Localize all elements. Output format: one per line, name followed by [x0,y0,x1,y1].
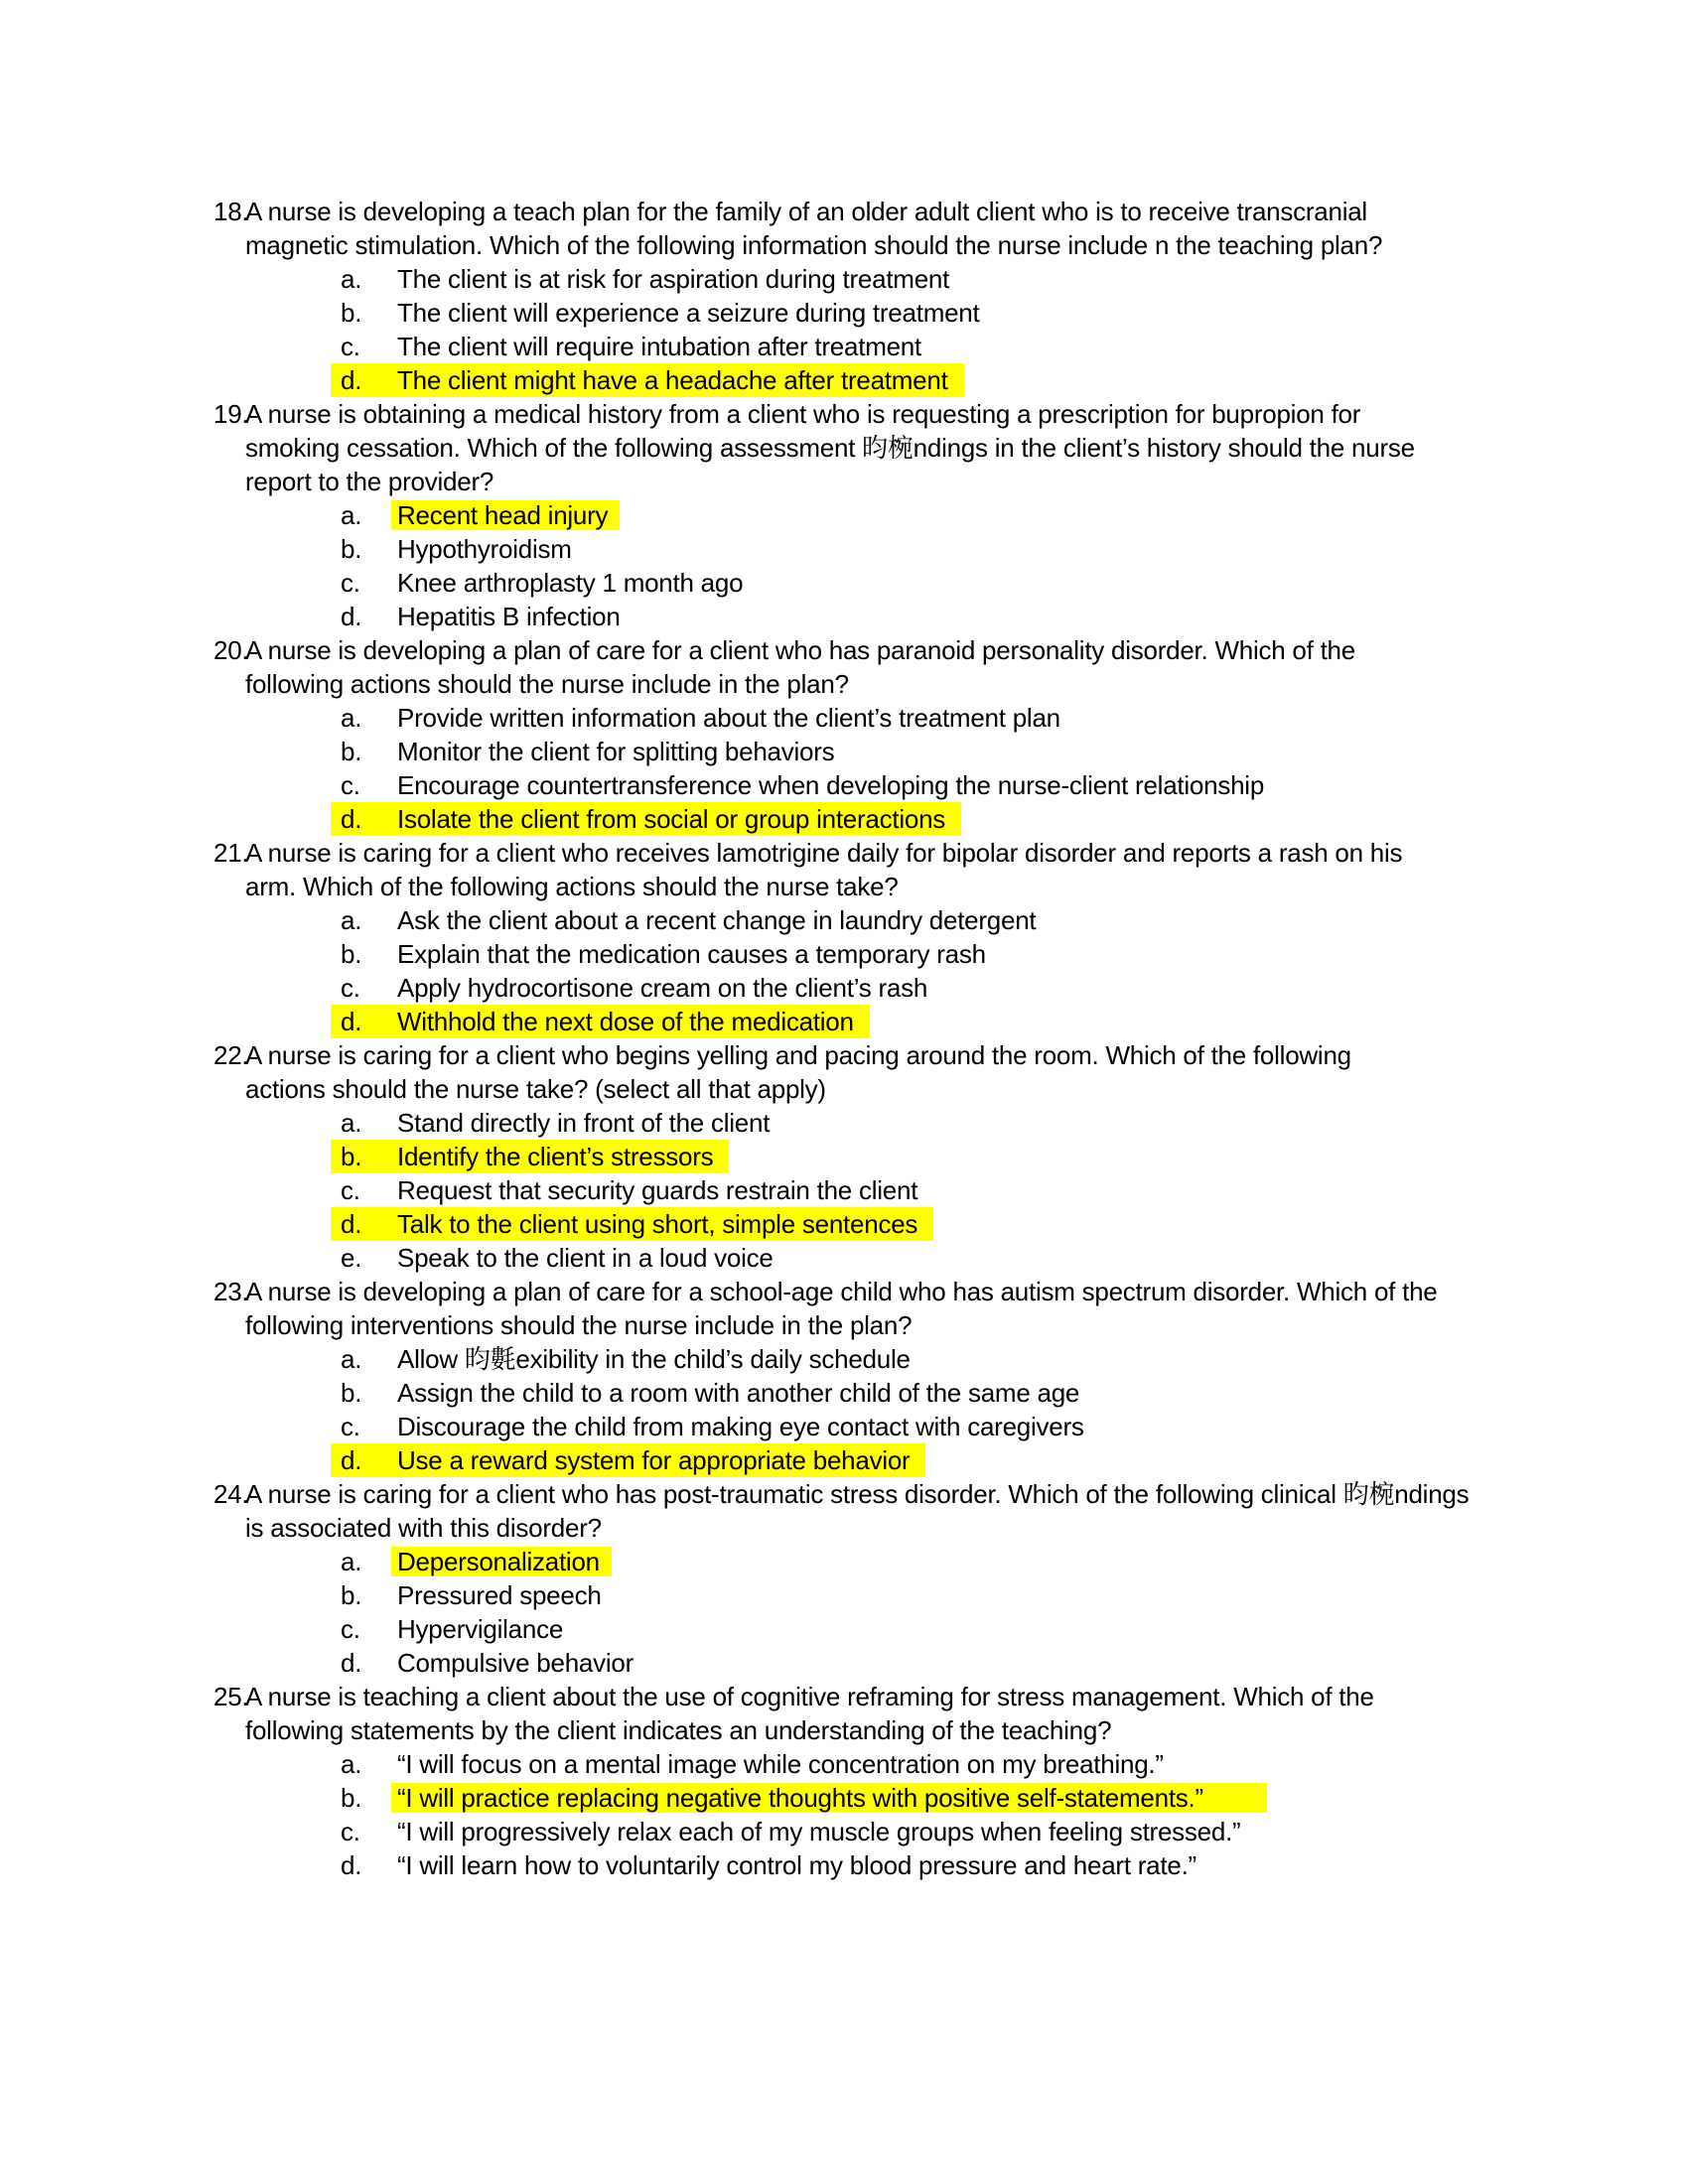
highlighted-answer [331,1005,870,1038]
option-letter: a. [341,703,362,733]
option-text: Hypothyroidism [397,534,572,564]
option-row [213,566,1604,600]
option-content [341,568,743,598]
option-letter: b. [341,1378,362,1408]
option-text: Depersonalization [391,1547,612,1576]
option-text: Pressured speech [397,1580,602,1610]
option-row [213,1241,1604,1275]
option-letter: d. [341,1850,362,1880]
option-text: “I will learn how to voluntarily control my blood pressure and heart rate.” [397,1850,1196,1880]
stem-text: report to the provider? [245,467,494,496]
highlighted-answer [341,1547,612,1576]
option-text: Identify the client’s stressors [397,1142,714,1171]
question-number: 21. [213,838,249,868]
option-letter: b. [341,939,362,969]
option-text: Isolate the client from social or group interactions [397,804,946,834]
highlighted-answer [341,1783,1267,1813]
question-21-stem-line [213,870,1604,903]
option-letter: d. [341,1648,362,1678]
option-row [213,903,1604,937]
option-row [213,1173,1604,1207]
option-content [341,939,986,969]
question-23-stem-line [213,1275,1604,1308]
option-letter: b. [341,1580,362,1610]
option-text: Recent head injury [391,500,620,530]
option-row [213,735,1604,768]
option-content [341,1412,1084,1441]
stem-text: A nurse is obtaining a medical history from a client who is requesting a prescription for bupropion for [245,399,1361,429]
option-row [213,1342,1604,1376]
option-letter: a. [341,1344,362,1374]
option-letter: d. [341,365,362,395]
stem-text: A nurse is developing a plan of care for a school-age child who has autism spectrum disorder. Which of the [245,1277,1438,1306]
option-letter: d. [341,602,362,631]
option-text: Monitor the client for splitting behaviors [397,737,835,766]
option-row [213,262,1604,296]
option-text: Use a reward system for appropriate behavior [397,1445,911,1475]
stem-text: A nurse is teaching a client about the use of cognitive reframing for stress management. Which of the [245,1682,1374,1711]
option-text: The client will require intubation after treatment [397,332,921,361]
option-text: Explain that the medication causes a temporary rash [397,939,986,969]
option-row [213,532,1604,566]
option-text: “I will practice replacing negative thoughts with positive self-statements.” [391,1783,1267,1813]
option-text: Hypervigilance [397,1614,564,1644]
question-number: 22. [213,1040,249,1070]
option-content [341,298,980,328]
option-text: Hepatitis B infection [397,602,621,631]
option-text: The client is at risk for aspiration during treatment [397,264,950,294]
option-row [213,1005,1604,1038]
question-18-stem-line [213,195,1604,228]
option-content [341,905,1036,935]
option-row [213,1747,1604,1781]
option-row [213,1848,1604,1882]
question-22-stem-line [213,1038,1604,1072]
option-row [213,1815,1604,1848]
option-content [341,1344,911,1374]
option-text: Discourage the child from making eye contact with caregivers [397,1412,1084,1441]
question-25-stem-line [213,1713,1604,1747]
option-text: Stand directly in front of the client [397,1108,771,1138]
stem-text: smoking cessation. Which of the following assessment 昀椀ndings in the client’s history should the nurse [245,433,1415,463]
option-letter: b. [341,1142,362,1171]
option-letter: a. [341,905,362,935]
option-letter: b. [341,534,362,564]
highlighted-answer [331,1207,933,1241]
option-row [213,802,1604,836]
option-row [213,701,1604,735]
highlighted-answer [331,1140,729,1173]
stem-text: A nurse is developing a teach plan for the family of an older adult client who is to receive transcranial [245,197,1367,226]
question-number: 18. [213,197,249,226]
option-letter: d. [341,1209,362,1239]
option-letter: a. [341,1749,362,1779]
option-row [213,1106,1604,1140]
stem-text: A nurse is caring for a client who receives lamotrigine daily for bipolar disorder and reports a rash on his [245,838,1403,868]
option-content [341,973,927,1003]
option-letter: a. [341,1108,362,1138]
highlighted-answer [331,1443,925,1477]
stem-text: following actions should the nurse include in the plan? [245,669,849,699]
option-content [341,1817,1240,1846]
option-letter: c. [341,1175,360,1205]
option-row [213,330,1604,363]
option-content [341,534,572,564]
option-letter: a. [341,264,362,294]
stem-text: A nurse is developing a plan of care for a client who has paranoid personality disorder. Which of the [245,635,1355,665]
option-content [341,1850,1196,1880]
option-content [341,264,949,294]
highlighted-answer [331,802,961,836]
option-letter: c. [341,973,360,1003]
option-text: Ask the client about a recent change in laundry detergent [397,905,1037,935]
option-letter: b. [341,737,362,766]
option-row [213,498,1604,532]
question-24-stem-line [213,1477,1604,1511]
option-row [213,296,1604,330]
option-letter: a. [341,1547,362,1576]
option-text: Allow 昀氀exibility in the child’s daily schedule [397,1344,911,1374]
question-18-stem-line [213,228,1604,262]
option-text: “I will focus on a mental image while concentration on my breathing.” [397,1749,1164,1779]
document-page [213,195,1604,1882]
option-letter: a. [341,500,362,530]
option-row [213,971,1604,1005]
option-row [213,1376,1604,1410]
option-row [213,1443,1604,1477]
question-19-stem-line [213,397,1604,431]
option-letter: c. [341,1817,360,1846]
question-20-stem-line [213,667,1604,701]
stem-text: following statements by the client indicates an understanding of the teaching? [245,1715,1112,1745]
question-number: 25. [213,1682,249,1711]
option-content [341,602,621,631]
option-row [213,363,1604,397]
option-row [213,1140,1604,1173]
option-letter: d. [341,804,362,834]
option-text: The client will experience a seizure during treatment [397,298,980,328]
option-row [213,1410,1604,1443]
option-text: Talk to the client using short, simple sentences [397,1209,918,1239]
option-content [341,332,921,361]
stem-text: A nurse is caring for a client who begins yelling and pacing around the room. Which of the following [245,1040,1351,1070]
question-number: 23. [213,1277,249,1306]
option-content [341,770,1264,800]
option-row [213,1578,1604,1612]
option-letter: c. [341,1614,360,1644]
option-row [213,768,1604,802]
stem-text: actions should the nurse take? (select all that apply) [245,1074,826,1104]
option-content [341,1580,602,1610]
stem-text: is associated with this disorder? [245,1513,602,1543]
option-text: Knee arthroplasty 1 month ago [397,568,744,598]
stem-text: following interventions should the nurse include in the plan? [245,1310,913,1340]
option-text: Speak to the client in a loud voice [397,1243,774,1273]
question-number: 20. [213,635,249,665]
option-letter: c. [341,332,360,361]
option-row [213,1545,1604,1578]
option-content [341,1108,770,1138]
option-text: Assign the child to a room with another child of the same age [397,1378,1080,1408]
option-row [213,1612,1604,1646]
option-content [341,1749,1164,1779]
question-25-stem-line [213,1680,1604,1713]
option-content [341,703,1060,733]
highlighted-answer [341,500,620,530]
question-24-stem-line [213,1511,1604,1545]
option-letter: b. [341,298,362,328]
option-content [341,1614,563,1644]
option-row [213,600,1604,633]
highlighted-answer [331,363,964,397]
option-text: Apply hydrocortisone cream on the client’s rash [397,973,928,1003]
question-19-stem-line [213,465,1604,498]
option-letter: c. [341,770,360,800]
question-number: 24. [213,1479,249,1509]
option-content [341,1378,1079,1408]
question-19-stem-line [213,431,1604,465]
question-number: 19. [213,399,249,429]
option-letter: c. [341,568,360,598]
question-23-stem-line [213,1308,1604,1342]
option-text: “I will progressively relax each of my muscle groups when feeling stressed.” [397,1817,1241,1846]
option-text: Compulsive behavior [397,1648,634,1678]
option-letter: b. [341,1783,362,1813]
question-22-stem-line [213,1072,1604,1106]
option-content [341,737,834,766]
question-21-stem-line [213,836,1604,870]
option-content [341,1243,774,1273]
option-row [213,937,1604,971]
option-row [213,1207,1604,1241]
option-text: Withhold the next dose of the medication [397,1007,854,1036]
stem-text: arm. Which of the following actions should the nurse take? [245,872,899,901]
option-letter: e. [341,1243,362,1273]
option-content [341,1648,633,1678]
option-text: Encourage countertransference when developing the nurse-client relationship [397,770,1265,800]
option-letter: d. [341,1445,362,1475]
option-text: Provide written information about the client’s treatment plan [397,703,1060,733]
stem-text: A nurse is caring for a client who has post-traumatic stress disorder. Which of the following clinical 昀椀ndings [245,1479,1470,1509]
option-text: The client might have a headache after treatment [397,365,948,395]
option-row [213,1781,1604,1815]
question-20-stem-line [213,633,1604,667]
option-letter: c. [341,1412,360,1441]
option-text: Request that security guards restrain the client [397,1175,918,1205]
stem-text: magnetic stimulation. Which of the following information should the nurse include n the teaching plan? [245,230,1383,260]
option-letter: d. [341,1007,362,1036]
option-content [341,1175,917,1205]
option-row [213,1646,1604,1680]
